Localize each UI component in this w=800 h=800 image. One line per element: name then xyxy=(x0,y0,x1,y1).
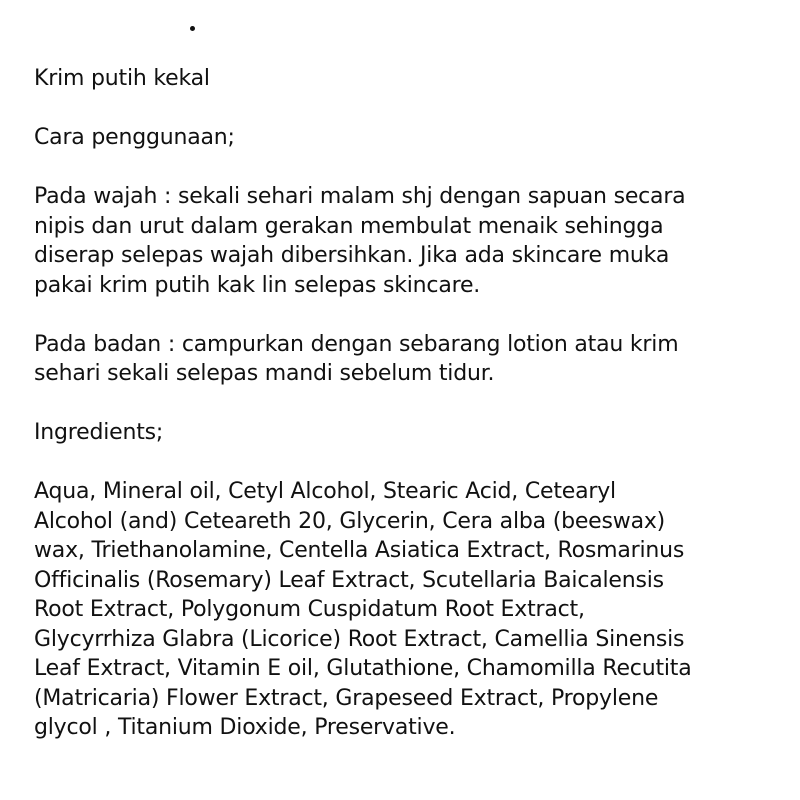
ingredients-line: wax, Triethanolamine, Centella Asiatica Extract, Rosmarinus xyxy=(34,538,685,563)
ingredients-line: Glycyrrhiza Glabra (Licorice) Root Extract, Camellia Sinensis xyxy=(34,626,685,652)
face-instructions xyxy=(34,182,786,300)
ingredients-line: Leaf Extract, Vitamin E oil, Glutathione, Chamomilla Recutita xyxy=(34,656,692,681)
ingredients-line: (Matricaria) Flower Extract, Grapeseed Extract, Propylene xyxy=(34,685,659,711)
title-text: Krim putih kekal xyxy=(34,66,210,91)
ingredients-list xyxy=(34,477,786,743)
face-line: Pada wajah : sekali sehari malam shj dengan sapuan secara xyxy=(34,184,686,209)
note-title xyxy=(34,64,786,94)
ingredients-heading xyxy=(34,418,786,448)
body-instructions xyxy=(34,330,786,389)
body-line: sehari sekali selepas mandi sebelum tidur. xyxy=(34,361,495,386)
ingredients-heading-text: Ingredients; xyxy=(34,420,164,445)
ingredients-line: glycol , Titanium Dioxide, Preservative. xyxy=(34,715,456,740)
face-line: pakai krim putih kak lin selepas skincare. xyxy=(34,272,481,298)
usage-heading-text: Cara penggunaan; xyxy=(34,125,235,150)
note-document xyxy=(34,64,786,772)
body-line: Pada badan : campurkan dengan sebarang lotion atau krim xyxy=(34,331,679,357)
usage-heading xyxy=(34,123,786,153)
ingredients-line: Root Extract, Polygonum Cuspidatum Root Extract, xyxy=(34,597,585,622)
ingredients-line: Aqua, Mineral oil, Cetyl Alcohol, Stearic Acid, Cetearyl xyxy=(34,479,616,504)
dot-mark xyxy=(190,26,195,31)
ingredients-line: Alcohol (and) Ceteareth 20, Glycerin, Cera alba (beeswax) xyxy=(34,508,666,534)
ingredients-line: Officinalis (Rosemary) Leaf Extract, Scutellaria Baicalensis xyxy=(34,567,664,593)
face-line: diserap selepas wajah dibersihkan. Jika ada skincare muka xyxy=(34,243,670,268)
face-line: nipis dan urut dalam gerakan membulat menaik sehingga xyxy=(34,213,664,239)
